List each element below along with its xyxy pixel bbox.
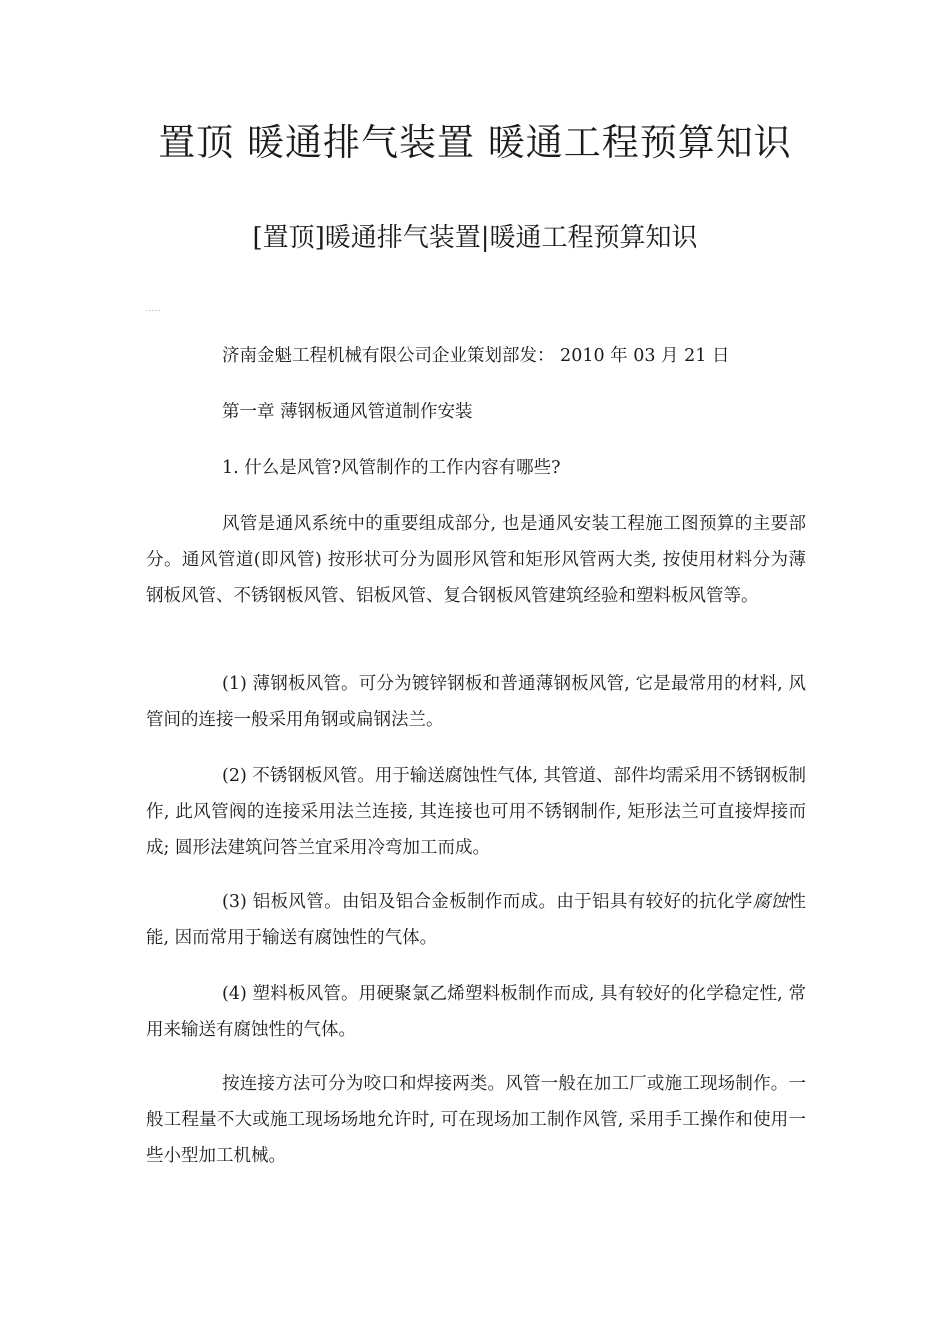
document-title: 置顶 暖通排气装置 暖通工程预算知识 xyxy=(158,121,792,164)
meta-line: 济南金魁工程机械有限公司企业策划部发： 2010 年 03 月 21 日 xyxy=(222,346,730,366)
separator-dots: ----- xyxy=(146,307,162,314)
paragraph-2: (1) 薄钢板风管。可分为镀锌钢板和普通薄钢板风管, 它是最常用的材料, 风管间的连接一般采用角钢或扁钢法兰。 xyxy=(146,674,806,730)
paragraph-1: 风管是通风系统中的重要组成部分, 也是通风安装工程施工图预算的主要部分。通风管道(即风管) 按形状可分为圆形风管和矩形风管两大类, 按使用材料分为薄钢板风管、不锈钢板风管、铝板风管、复合钢板风管建筑经验和塑料板风管等。 xyxy=(146,514,806,606)
paragraph-6: 按连接方法可分为咬口和焊接两类。风管一般在加工厂或施工现场制作。一般工程量不大或施工现场场地允许时, 可在现场加工制作风管, 采用手工操作和使用一些小型加工机械。 xyxy=(146,1074,806,1166)
paragraph-5: (4) 塑料板风管。用硬聚氯乙烯塑料板制作而成, 具有较好的化学稳定性, 常用来输送有腐蚀性的气体。 xyxy=(146,984,806,1040)
chapter-heading: 第一章 薄钢板通风管道制作安装 xyxy=(222,402,473,422)
document-subtitle: [置顶]暖通排气装置|暖通工程预算知识 xyxy=(252,223,698,253)
question-heading: 1. 什么是风管?风管制作的工作内容有哪些? xyxy=(222,458,561,478)
paragraph-4-part-a: (3) 铝板风管。由铝及铝合金板制作而成。由于铝具有较好的抗化学 xyxy=(222,892,753,912)
paragraph-4-italic: 腐蚀 xyxy=(752,892,789,912)
paragraph-4 xyxy=(146,884,806,956)
paragraph-3: (2) 不锈钢板风管。用于输送腐蚀性气体, 其管道、部件均需采用不锈钢板制作, 此风管阀的连接采用法兰连接, 其连接也可用不锈钢制作, 矩形法兰可直接焊接而成; 圆形法建筑问答兰宜采用冷弯加工而成。 xyxy=(146,766,806,858)
paragraph-4-part-b: 性能, 因而常用于输送有腐蚀性的气体。 xyxy=(146,892,806,948)
